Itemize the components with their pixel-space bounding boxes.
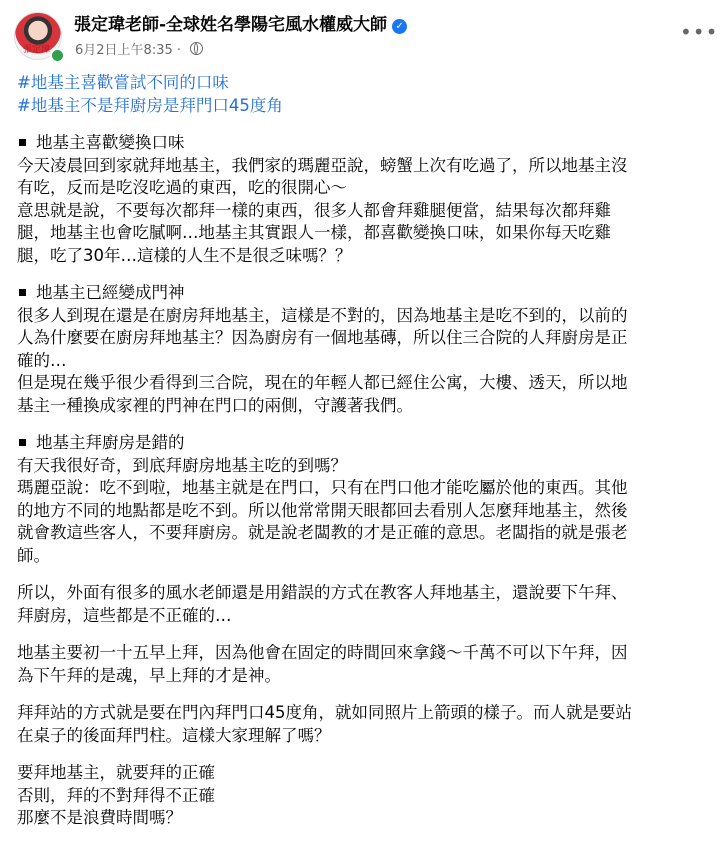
section-kitchen xyxy=(17,432,712,567)
text-line: 師。 xyxy=(17,545,50,565)
post-body xyxy=(17,72,712,830)
square-bullet-icon xyxy=(19,289,26,296)
section-flavor xyxy=(17,132,712,267)
meta-separator: · xyxy=(176,43,182,58)
text-line: 就會教這些客人，不要拜廚房。就是說老闆教的才是正確的意思。老闆指的就是張老 xyxy=(17,523,628,542)
section-title: 地基主喜歡變換口味 xyxy=(17,132,712,155)
more-options-icon[interactable]: ••• xyxy=(680,20,719,44)
post-timestamp[interactable]: 6月2日上午8:35 xyxy=(75,43,173,58)
text-line: 有吃，反而是吃沒吃過的東西，吃的很開心～ xyxy=(17,178,347,197)
section-door-god xyxy=(17,282,712,417)
post-header xyxy=(14,6,719,64)
text-line: 的地方不同的地點都是吃不到。所以他常常開天眼都回去看別人怎麼拜地基主，然後 xyxy=(17,500,628,520)
section-title: 地基主拜廚房是錯的 xyxy=(17,432,712,455)
section-title: 地基主已經變成門神 xyxy=(17,282,712,305)
text-line: 腿，吃了30年…這樣的人生不是很乏味嗎？？ xyxy=(17,245,352,265)
paragraph xyxy=(17,762,712,830)
text-line: 有天我很好奇，到底拜廚房地基主吃的到嗎？ xyxy=(17,455,347,475)
paragraph xyxy=(17,582,712,627)
text-line: 拜拜站的方式就是要在門內拜門口45度角，就如同照片上箭頭的樣子。而人就是要站 xyxy=(17,703,632,722)
text-line: 要拜地基主，就要拜的正確 xyxy=(17,763,215,782)
text-line: 很多人到現在還是在廚房拜地基主，這樣是不對的，因為地基主是吃不到的，以前的 xyxy=(17,305,628,325)
text-line: 瑪麗亞說：吃不到啦，地基主就是在門口，只有在門口他才能吃屬於他的東西。其他 xyxy=(17,478,628,497)
text-line: 那麼不是浪費時間嗎？ xyxy=(17,808,182,827)
square-bullet-icon xyxy=(19,139,26,146)
text-line: 確的… xyxy=(17,350,67,370)
online-status-dot xyxy=(50,48,65,63)
text-line: 否則，拜的不對拜得不正確 xyxy=(17,785,215,805)
text-line: 拜廚房，這些都是不正確的… xyxy=(17,605,232,625)
text-line: 意思就是說，不要每次都拜一樣的東西，很多人都會拜雞腿便當，結果每次都拜雞 xyxy=(17,200,611,220)
verified-badge-icon: ✓ xyxy=(392,19,407,34)
avatar-signature: 張定瑋 xyxy=(23,45,51,55)
paragraph xyxy=(17,642,712,687)
globe-icon xyxy=(190,42,203,55)
square-bullet-icon xyxy=(19,439,26,446)
text-line: 基主一種換成家裡的門神在門口的兩側，守護著我們。 xyxy=(17,395,413,415)
text-line: 所以，外面有很多的風水老師還是用錯誤的方式在教客人拜地基主，還說要下午拜、 xyxy=(17,583,628,602)
text-line: 今天凌晨回到家就拜地基主，我們家的瑪麗亞說，螃蟹上次有吃過了，所以地基主沒 xyxy=(17,155,628,175)
text-line: 人為什麼要在廚房拜地基主？因為廚房有一個地基磚，所以住三合院的人拜廚房是正 xyxy=(17,328,628,347)
text-line: 但是現在幾乎很少看得到三合院，現在的年輕人都已經住公寓，大樓、透天，所以地 xyxy=(17,373,628,392)
hashtag-link[interactable]: #地基主喜歡嘗試不同的口味 xyxy=(17,73,229,92)
paragraph xyxy=(17,702,712,747)
text-line: 為下午拜的是魂，早上拜的才是神。 xyxy=(17,665,281,685)
text-line: 在桌子的後面拜門柱。這樣大家理解了嗎？ xyxy=(17,725,331,745)
post-meta xyxy=(75,39,203,58)
text-line: 腿，地基主也會吃膩啊…地基主其實跟人一樣，都喜歡變換口味，如果你每天吃雞 xyxy=(17,223,611,242)
author-name[interactable] xyxy=(74,10,407,35)
hashtag-link[interactable]: #地基主不是拜廚房是拜門口45度角 xyxy=(17,95,283,115)
text-line: 地基主要初一十五早上拜，因為他會在固定的時間回來拿錢～千萬不可以下午拜，因 xyxy=(17,643,628,662)
author-name-text[interactable]: 張定瑋老師-全球姓名學陽宅風水權威大師 xyxy=(74,15,388,35)
